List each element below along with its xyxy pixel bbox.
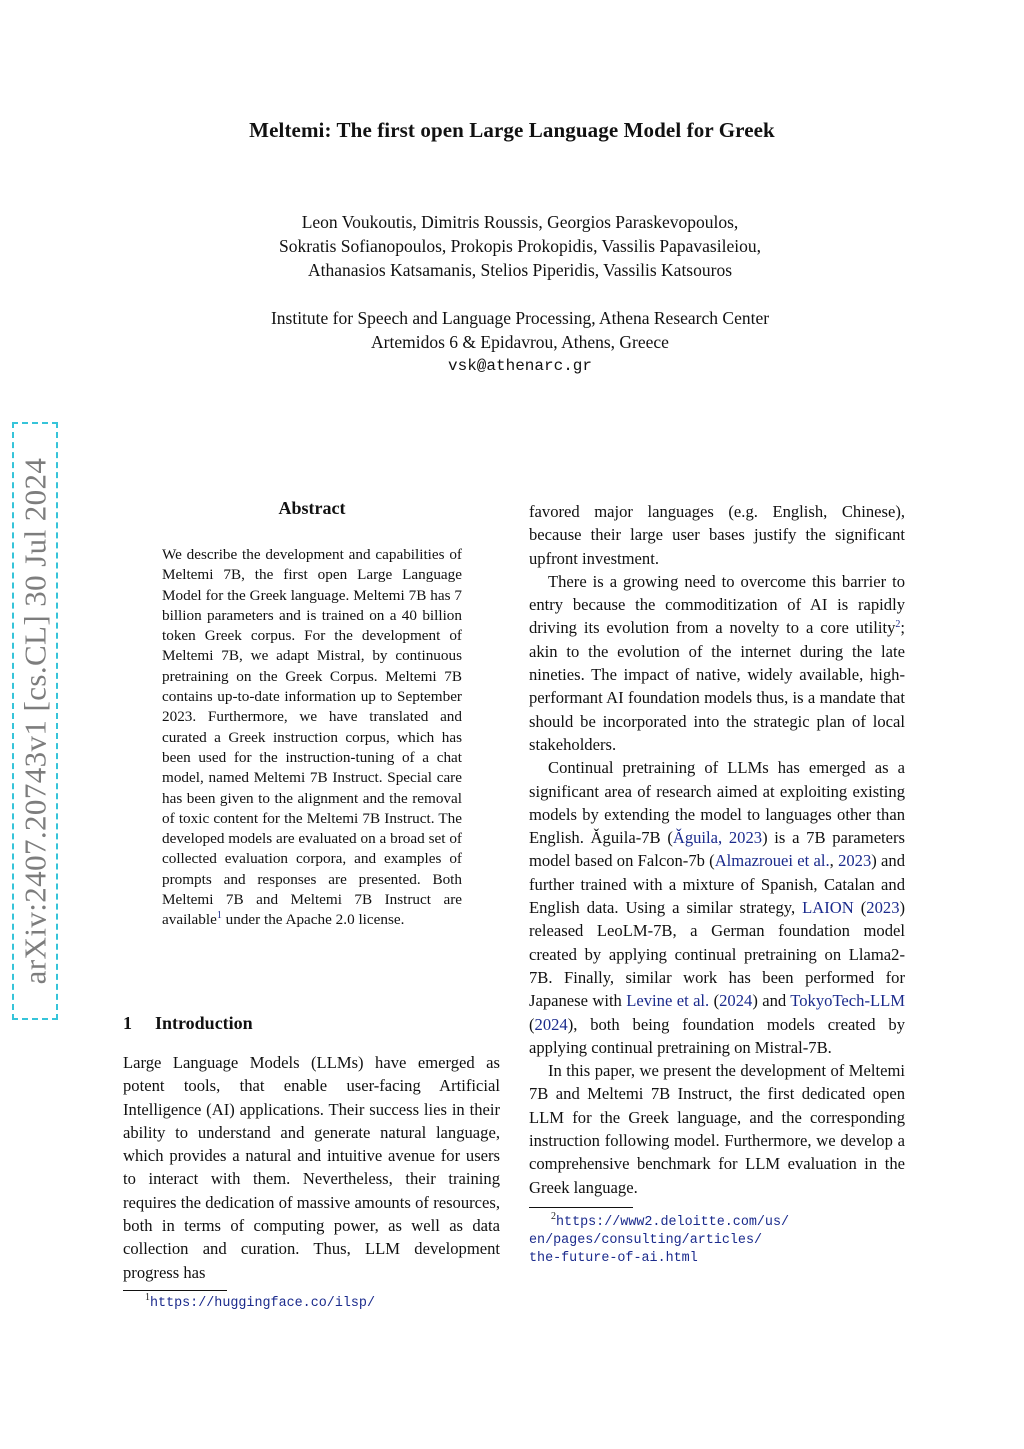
footnote-ref-2[interactable]: 2 — [895, 619, 901, 631]
footnote-2-link-line[interactable]: en/pages/consulting/articles/ — [529, 1232, 763, 1248]
citation-link[interactable]: 2024 — [719, 991, 753, 1011]
author-line: Leon Voukoutis, Dimitris Roussis, Georgios Paraskevopoulos, — [301, 212, 739, 232]
address: Artemidos 6 & Epidavrou, Athens, Greece — [371, 332, 669, 352]
citation-link[interactable]: Ǎguila, 2023 — [672, 828, 763, 848]
section-heading-introduction — [123, 1013, 253, 1034]
abstract-text: We describe the development and capabilities of Meltemi 7B, the first open Large Language Model for the Greek language. Meltemi 7B has 7 billion parameters and is trained on a 40 billion token Greek corpus. For the development of Meltemi 7B, we adapt Mistral, by continuous pretraining on the Greek Corpus. Meltemi 7B contains up-to-date information up to September 2023. Furthermore, we have translated and curated a Greek instruction corpus, which has been used for the instruction-tuning of a chat model, named Meltemi 7B Instruct. Special care has been given to the alignment and the removal of toxic content for the Meltemi 7B Instruct. The developed models are evaluated on a broad set of collected evaluation corpora, and examples of prompts and responses are presented. Both Meltemi 7B and Meltemi 7B Instruct are available$^1$ under the Apache 2.0 license. — [162, 546, 462, 929]
intro-paragraph-4: In this paper, we present the development of Meltemi 7B and Meltemi 7B Instruct, the first dedicated open LLM for the Greek language, and the corresponding instruction following model. Furthermore, we develop a comprehensive benchmark for LLM evaluation in the Greek language. — [529, 1061, 905, 1197]
intro-paragraph-1-cont: favored major languages (e.g. English, Chinese), because their large user bases justify the significant upfront investment. — [529, 502, 905, 568]
footnote-2-link-line[interactable]: https://www2.deloitte.com/us/ — [556, 1214, 790, 1230]
footnote-rule — [123, 1290, 227, 1291]
footnote-2-mark: 2 — [551, 1210, 556, 1222]
institute: Institute for Speech and Language Processing, Athena Research Center — [270, 308, 770, 328]
footnote-1-link[interactable]: https://huggingface.co/ilsp/ — [150, 1295, 375, 1311]
citation-link[interactable]: 2024 — [534, 1014, 568, 1034]
right-column — [529, 500, 905, 1268]
footnote-ref-1[interactable]: 1 — [216, 910, 222, 922]
paper-title: Meltemi: The first open Large Language Model for Greek — [249, 118, 775, 142]
author-line: Athanasios Katsamanis, Stelios Piperidis, Vassilis Katsouros — [307, 260, 733, 280]
citation-link[interactable]: LAION — [802, 898, 854, 918]
footnote-rule — [529, 1207, 633, 1208]
intro-paragraph-2: There is a growing need to overcome this barrier to entry because the commoditization of AI is rapidly driving its evolution from a novelty to a core utility$^2$; akin to the evolution of the internet during the late nineties. The impact of native, widely available, high-performant AI foundation models thus, is a mandate that should be incorporated into the strategic plan of local stakeholders. — [529, 571, 905, 754]
citation-link[interactable]: Almazrouei et al. — [714, 851, 830, 871]
intro-paragraph-1: Large Language Models (LLMs) have emerged as potent tools, that enable user-facing Artificial Intelligence (AI) applications. Their success lies in their ability to understand and generate natural language, which provides a natural and intuitive avenue for users to interact with them. Nevertheless, their training requires the dedication of massive amounts of resources, both in terms of computing power, as well as data collection and curation. Thus, LLM development progress has — [123, 1053, 500, 1282]
citation-link[interactable]: Levine et al. — [626, 991, 710, 1011]
citation-link[interactable]: TokyoTech-LLM — [790, 991, 906, 1011]
section-title: Introduction — [155, 1013, 253, 1033]
affiliation-block — [0, 306, 1024, 378]
email: vsk@athenarc.gr — [447, 357, 593, 375]
author-list — [0, 210, 1024, 282]
footnote-2 — [529, 1210, 905, 1268]
citation-link[interactable]: 2023 — [838, 851, 872, 871]
abstract-heading: Abstract — [278, 498, 346, 518]
footnote-1 — [145, 1291, 500, 1313]
footnote-1-mark: 1 — [145, 1291, 150, 1303]
intro-paragraph-3: Continual pretraining of LLMs has emerged as a significant area of research aimed at exploiting existing models by extending the model to languages other than English. Ǎguila-7B (Ǎguila, 2023) is a 7B parameters model based on Falcon-7b (Almazrouei et al., 2023) and further trained with a mixture of Spanish, Catalan and English data. Using a similar strategy, LAION (2023) released LeoLM-7B, a German foundation model created by applying continual pretraining on Llama2-7B. Finally, similar work has been performed for Japanese with Levine et al. (2024) and TokyoTech-LLM (2024), both being foundation models created by applying continual pretraining on Mistral-7B. — [529, 758, 906, 1057]
left-column — [123, 1051, 500, 1313]
citation-link[interactable]: 2023 — [866, 898, 900, 918]
arxiv-stamp[interactable] — [12, 422, 58, 1020]
author-line: Sokratis Sofianopoulos, Prokopis Prokopidis, Vassilis Papavasileiou, — [279, 236, 761, 256]
arxiv-stamp-text: arXiv:2407.20743v1 [cs.CL] 30 Jul 2024 — [17, 457, 52, 985]
footnote-2-link-line[interactable]: the-future-of-ai.html — [529, 1250, 698, 1266]
section-number: 1 — [123, 1013, 132, 1033]
